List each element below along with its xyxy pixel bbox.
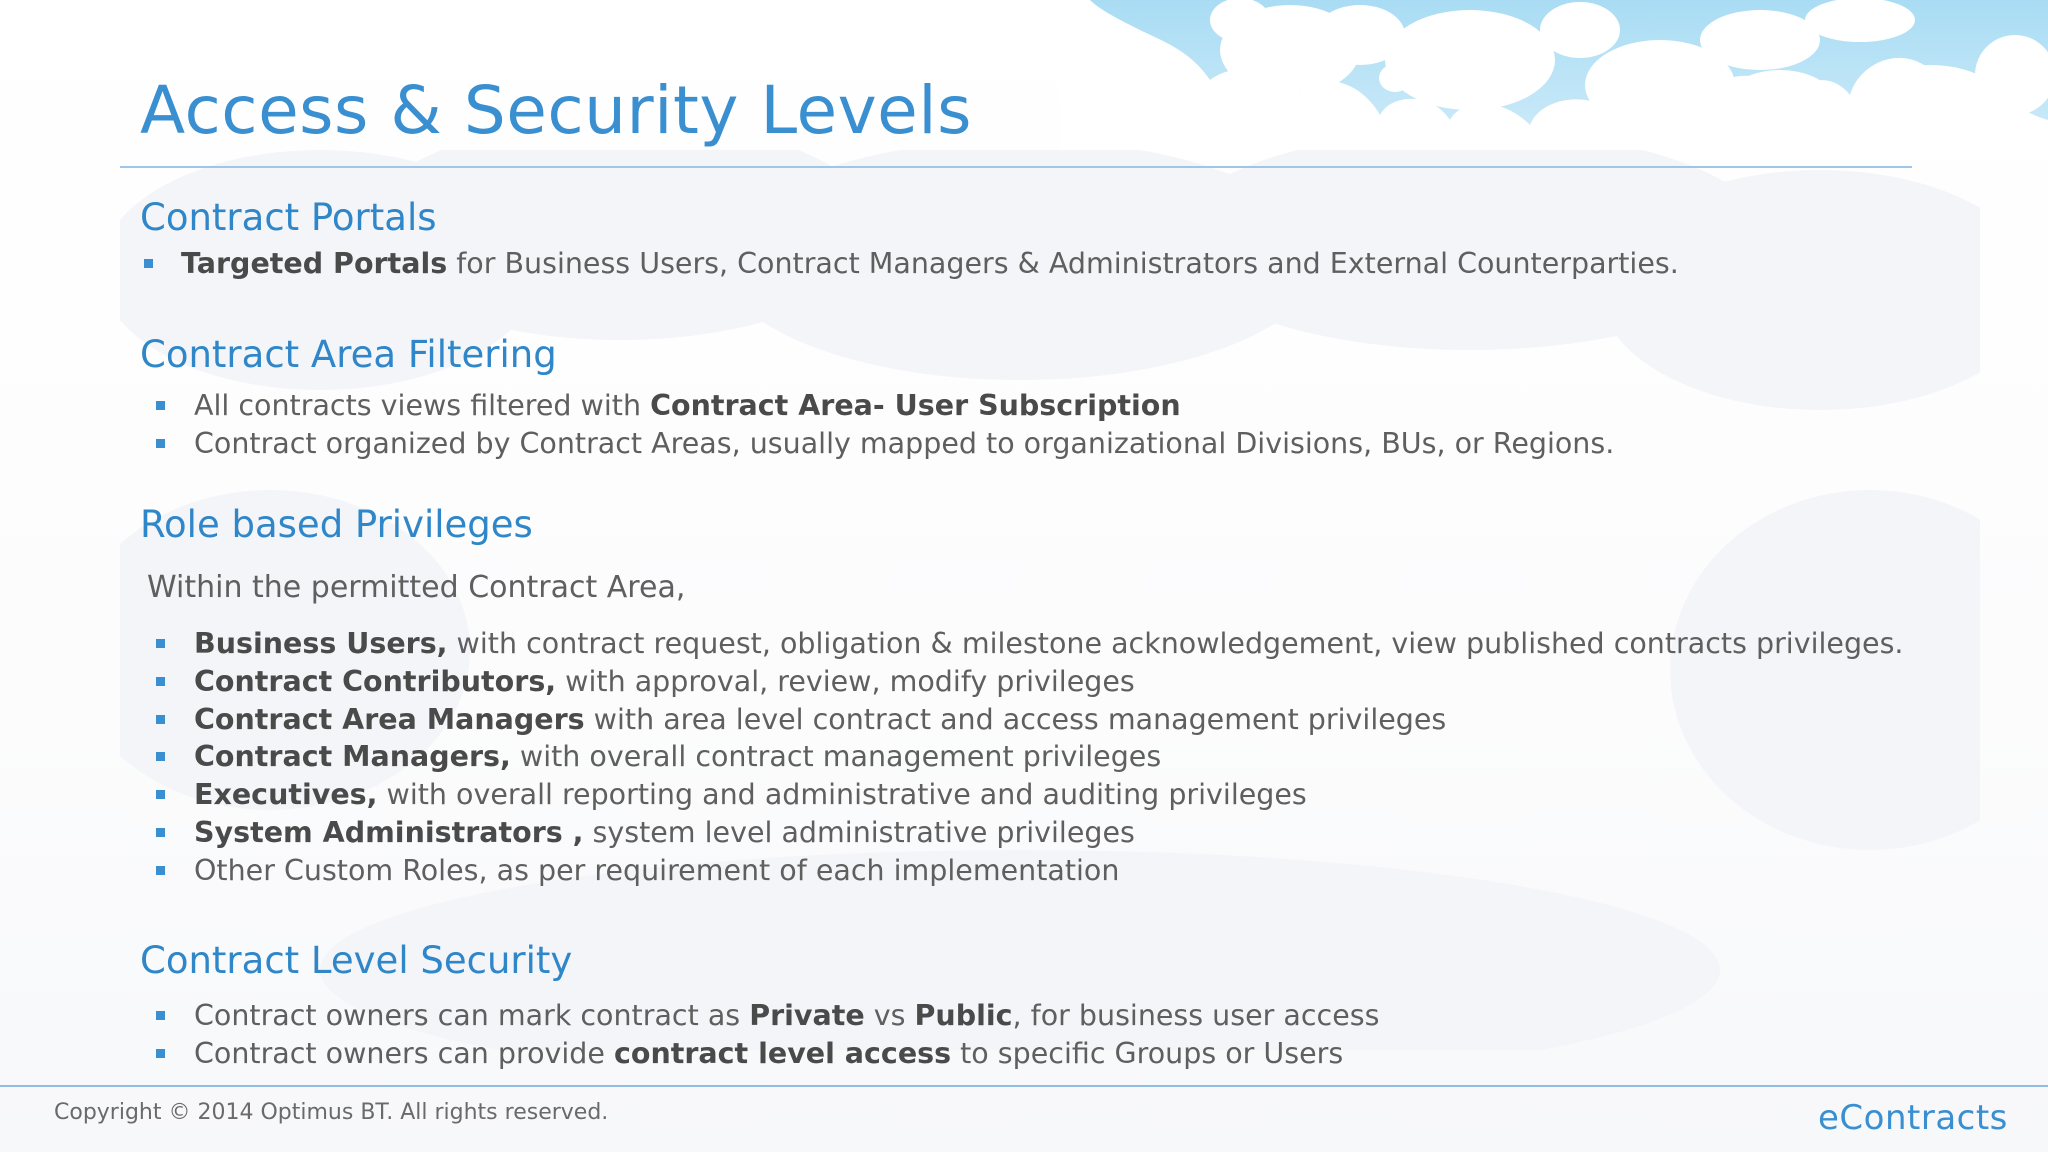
copyright-text: Copyright © 2014 Optimus BT. All rights reserved. <box>54 1100 609 1125</box>
bullet-square-icon <box>156 401 165 410</box>
bullet-bold-text: Targeted Portals <box>181 247 448 280</box>
bullet-text: with area level contract and access management privileges <box>584 702 1447 736</box>
slide-title: Access & Security Levels <box>140 72 972 149</box>
list-item <box>140 852 1903 890</box>
section-heading-contract-portals: Contract Portals <box>140 196 437 239</box>
bullet-bold-text: Contract Contributors, <box>194 664 557 698</box>
bullet-bold-text: Public <box>914 999 1013 1032</box>
bullet-text: with approval, review, modify privileges <box>556 664 1135 698</box>
bullet-square-icon <box>156 439 165 448</box>
list-item <box>140 738 1903 776</box>
bullet-bold-text: System Administrators , <box>194 815 584 849</box>
bullet-text: Other Custom Roles, as per requirement of each implementation <box>194 853 1120 887</box>
bullet-square-icon <box>156 1049 165 1058</box>
title-divider <box>120 166 1912 168</box>
brand-logo: eContracts <box>1818 1098 2008 1138</box>
bullet-bold-text: Contract Area- User Subscription <box>650 389 1181 422</box>
list-item <box>140 245 1679 283</box>
bullet-square-icon <box>156 677 165 686</box>
bullet-text: Contract organized by Contract Areas, usually mapped to organizational Divisions, BUs, or Regions. <box>194 426 1615 460</box>
bullet-square-icon <box>144 259 153 268</box>
bullet-square-icon <box>156 828 165 837</box>
bullet-text: with overall contract management privileges <box>510 740 1162 774</box>
bullet-text: Contract owners can mark contract as <box>194 999 750 1032</box>
bullet-list-contract-portals <box>140 245 1679 283</box>
section-heading-contract-area-filtering: Contract Area Filtering <box>140 333 557 376</box>
bullet-text: vs <box>864 999 915 1032</box>
bullet-text: to specific Groups or Users <box>951 1036 1344 1070</box>
bullet-text: All contracts views filtered with <box>194 389 651 422</box>
bullet-bold-text: Executives, <box>194 778 378 812</box>
list-item <box>140 663 1903 701</box>
footer-divider <box>0 1085 2048 1087</box>
section-heading-role-based-privileges: Role based Privileges <box>140 503 533 546</box>
list-item <box>140 1035 1379 1073</box>
bullet-text: system level administrative privileges <box>583 815 1135 849</box>
bullet-square-icon <box>156 715 165 724</box>
bullet-bold-text: Business Users, <box>194 627 448 660</box>
bullet-bold-text: Contract Area Managers <box>194 702 585 736</box>
bullet-square-icon <box>156 790 165 799</box>
list-item <box>140 625 1903 663</box>
bullet-list-role-based-privileges <box>140 625 1903 890</box>
bullet-bold-text: Contract Managers, <box>194 740 511 774</box>
list-item <box>140 387 1614 425</box>
bullet-square-icon <box>156 639 165 648</box>
bullet-text: with contract request, obligation & milestone acknowledgement, view published contracts privileges. <box>447 627 1904 660</box>
bullet-text: Contract owners can provide <box>194 1036 614 1070</box>
list-item <box>140 701 1903 739</box>
bullet-square-icon <box>156 866 165 875</box>
section-heading-contract-level-security: Contract Level Security <box>140 939 573 982</box>
list-item <box>140 776 1903 814</box>
bullet-square-icon <box>156 752 165 761</box>
bullet-text: with overall reporting and administrative and auditing privileges <box>377 778 1307 812</box>
bullet-bold-text: contract level access <box>613 1036 952 1070</box>
bullet-list-contract-level-security <box>140 997 1379 1073</box>
list-item <box>140 814 1903 852</box>
cloud-sky-decoration <box>1060 0 2048 160</box>
bullet-text: , for business user access <box>1012 999 1380 1032</box>
bullet-square-icon <box>156 1011 165 1020</box>
list-item <box>140 997 1379 1035</box>
role-intro-text: Within the permitted Contract Area, <box>147 570 686 605</box>
bullet-bold-text: Private <box>749 999 865 1032</box>
list-item <box>140 425 1614 463</box>
bullet-list-contract-area-filtering <box>140 387 1614 463</box>
bullet-text: for Business Users, Contract Managers & Administrators and External Counterparties. <box>447 247 1679 280</box>
